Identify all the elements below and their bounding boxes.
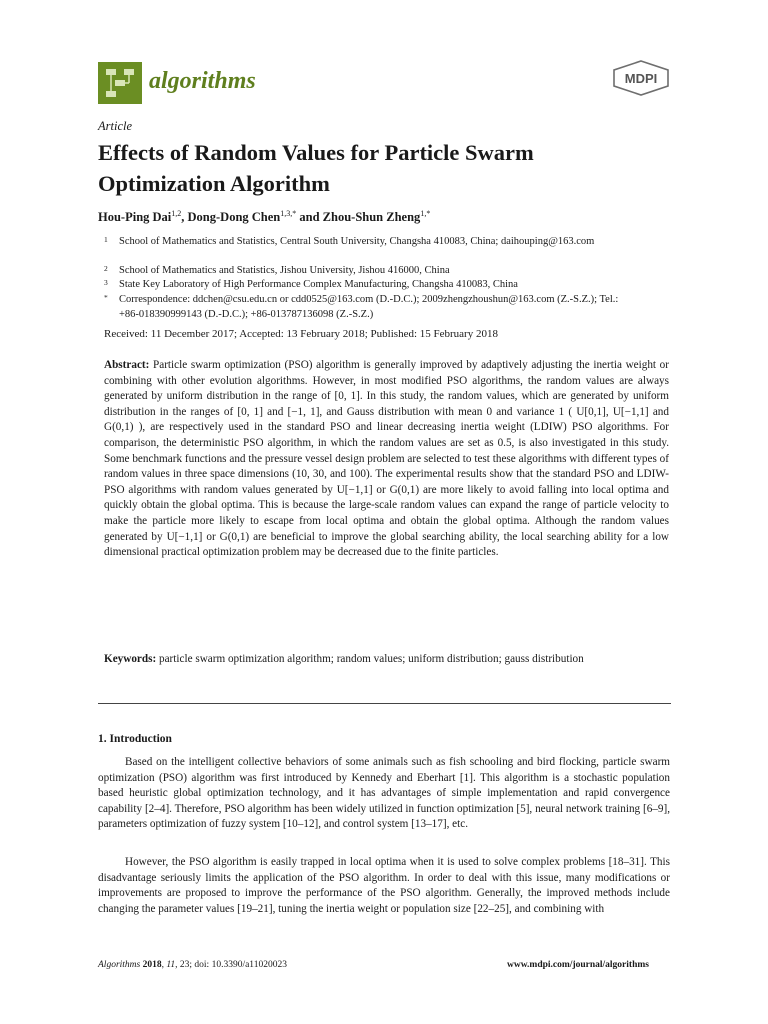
body-paragraph: Based on the intelligent collective behaviors of some animals such as fish schooling and bird flocking, particle swarm optimization (PSO) algorithm was first introduced by Kennedy and Eberhart [1]. This algorithm is a stochastic population based heuristic global optimization technology, and it has advantages of simple implementation and rapid convergence capability [2–4]. Therefore, PSO algorithm has been widely utilized in function optimization [5], neural network training [6–9], parameters optimization of fuzzy system [10–12], and control system [13–17], etc. [98, 756, 670, 831]
affiliation-number: 3 [104, 278, 108, 287]
author-separator: and [296, 210, 323, 225]
affiliation-text: State Key Laboratory of High Performance Complex Manufacturing, Changsha 410083, China [119, 279, 518, 290]
footer-citation: Algorithms 2018, 11, 23; doi: 10.3390/a11020023 [98, 960, 287, 970]
body-paragraph: However, the PSO algorithm is easily trapped in local optima when it is used to solve complex problems [18–31]. This disadvantage seriously limits the application of the PSO algorithm. In order to deal with this issue, many modifications or improvements are proposed to improve the performance of the PSO algorithm. Generally, the improved methods include changing the parameter values [19–21], tuning the inertia weight or population size [22–25], and combining with [98, 856, 670, 915]
author-affiliation-marker: 1,3,* [280, 209, 297, 218]
keywords-text: particle swarm optimization algorithm; random values; uniform distribution; gauss distribution [159, 653, 584, 665]
author-separator: , [181, 210, 188, 225]
footer-volume: 11 [166, 960, 176, 970]
mdpi-logo-icon [612, 60, 670, 96]
footer-journal: Algorithms [98, 960, 141, 970]
footer-url-link[interactable]: www.mdpi.com/journal/algorithms [507, 960, 649, 970]
author-affiliation-marker: 1,2 [171, 209, 182, 218]
affiliation-text: School of Mathematics and Statistics, Jishou University, Jishou 416000, China [119, 265, 450, 276]
author-affiliation-marker: 1,* [420, 209, 431, 218]
article-type: Article [98, 119, 133, 133]
footer-doi: , 23; doi: 10.3390/a11020023 [175, 960, 287, 970]
abstract-text: Particle swarm optimization (PSO) algorithm is generally improved by adaptively adjusting the inertia weight or combining with other evolution algorithms. However, in most modified PSO algorithms, the random values are always generated by uniform distribution in the range of [0, 1]. In this study, the random values, which are generated by uniform distribution in the ranges of [0, 1] and [−1, 1], and Gauss distribution with mean 0 and variance 1 ( U[0,1], U[−1,1] and G(0,1) ), are respectively used in the standard PSO and linear decreasing inertia weight (LDIW) PSO algorithms. For comparison, the deterministic PSO algorithm, in which the random values are set as 0.5, is also investigated in this study. Some benchmark functions and the pressure vessel design problem are selected to test these algorithms with different types of random values in three space dimensions (10, 30, and 100). The experimental results show that the standard PSO and LDIW-PSO algorithms with random values generated by U[−1,1] or G(0,1) are more likely to avoid falling into local optima and quickly obtain the global optima. This is because the large-scale random values can expand the range of particle velocity to make the particle more likely to escape from local optima and obtain the global optima. Although the random values generated by U[−1,1] or G(0,1) are beneficial to improve the global searching ability, the local searching ability for a low dimensional practical optimization problem may be decreased due to the finite particles. [104, 359, 669, 559]
correspondence-text: Correspondence: ddchen@csu.edu.cn or cdd0525@163.com (D.-D.C.); 2009zhengzhoushun@163.com (Z.-S.Z.); Tel.: +86-018390999143 (D.-D.C.); +86-013787136098 (Z.-S.Z.) [119, 294, 619, 320]
article-title: Effects of Random Values for Particle Swarm Optimization Algorithm [98, 140, 534, 196]
footer-year: 2018 [142, 960, 162, 970]
author-name: Dong-Dong Chen [187, 210, 281, 225]
affiliation-number: 1 [104, 235, 108, 244]
affiliation-text: School of Mathematics and Statistics, Central South University, Changsha 410083, China; daihouping@163.com [119, 236, 595, 247]
journal-name: algorithms [149, 68, 256, 94]
publisher-name: MDPI [624, 71, 658, 86]
keywords-label: Keywords: [104, 653, 157, 665]
author-list [98, 209, 430, 225]
affiliation-number: * [104, 293, 108, 302]
section-divider [98, 703, 671, 704]
author-name: Zhou-Shun Zheng [322, 210, 421, 225]
abstract [104, 358, 669, 561]
author-name: Hou-Ping Dai [98, 210, 172, 225]
abstract-label: Abstract: [104, 359, 150, 371]
keywords [104, 652, 669, 668]
affiliation-number: 2 [104, 264, 108, 273]
publication-dates: Received: 11 December 2017; Accepted: 13 February 2018; Published: 15 February 2018 [104, 328, 498, 340]
journal-logo-icon [98, 62, 142, 104]
section-heading: 1. Introduction [98, 733, 172, 745]
